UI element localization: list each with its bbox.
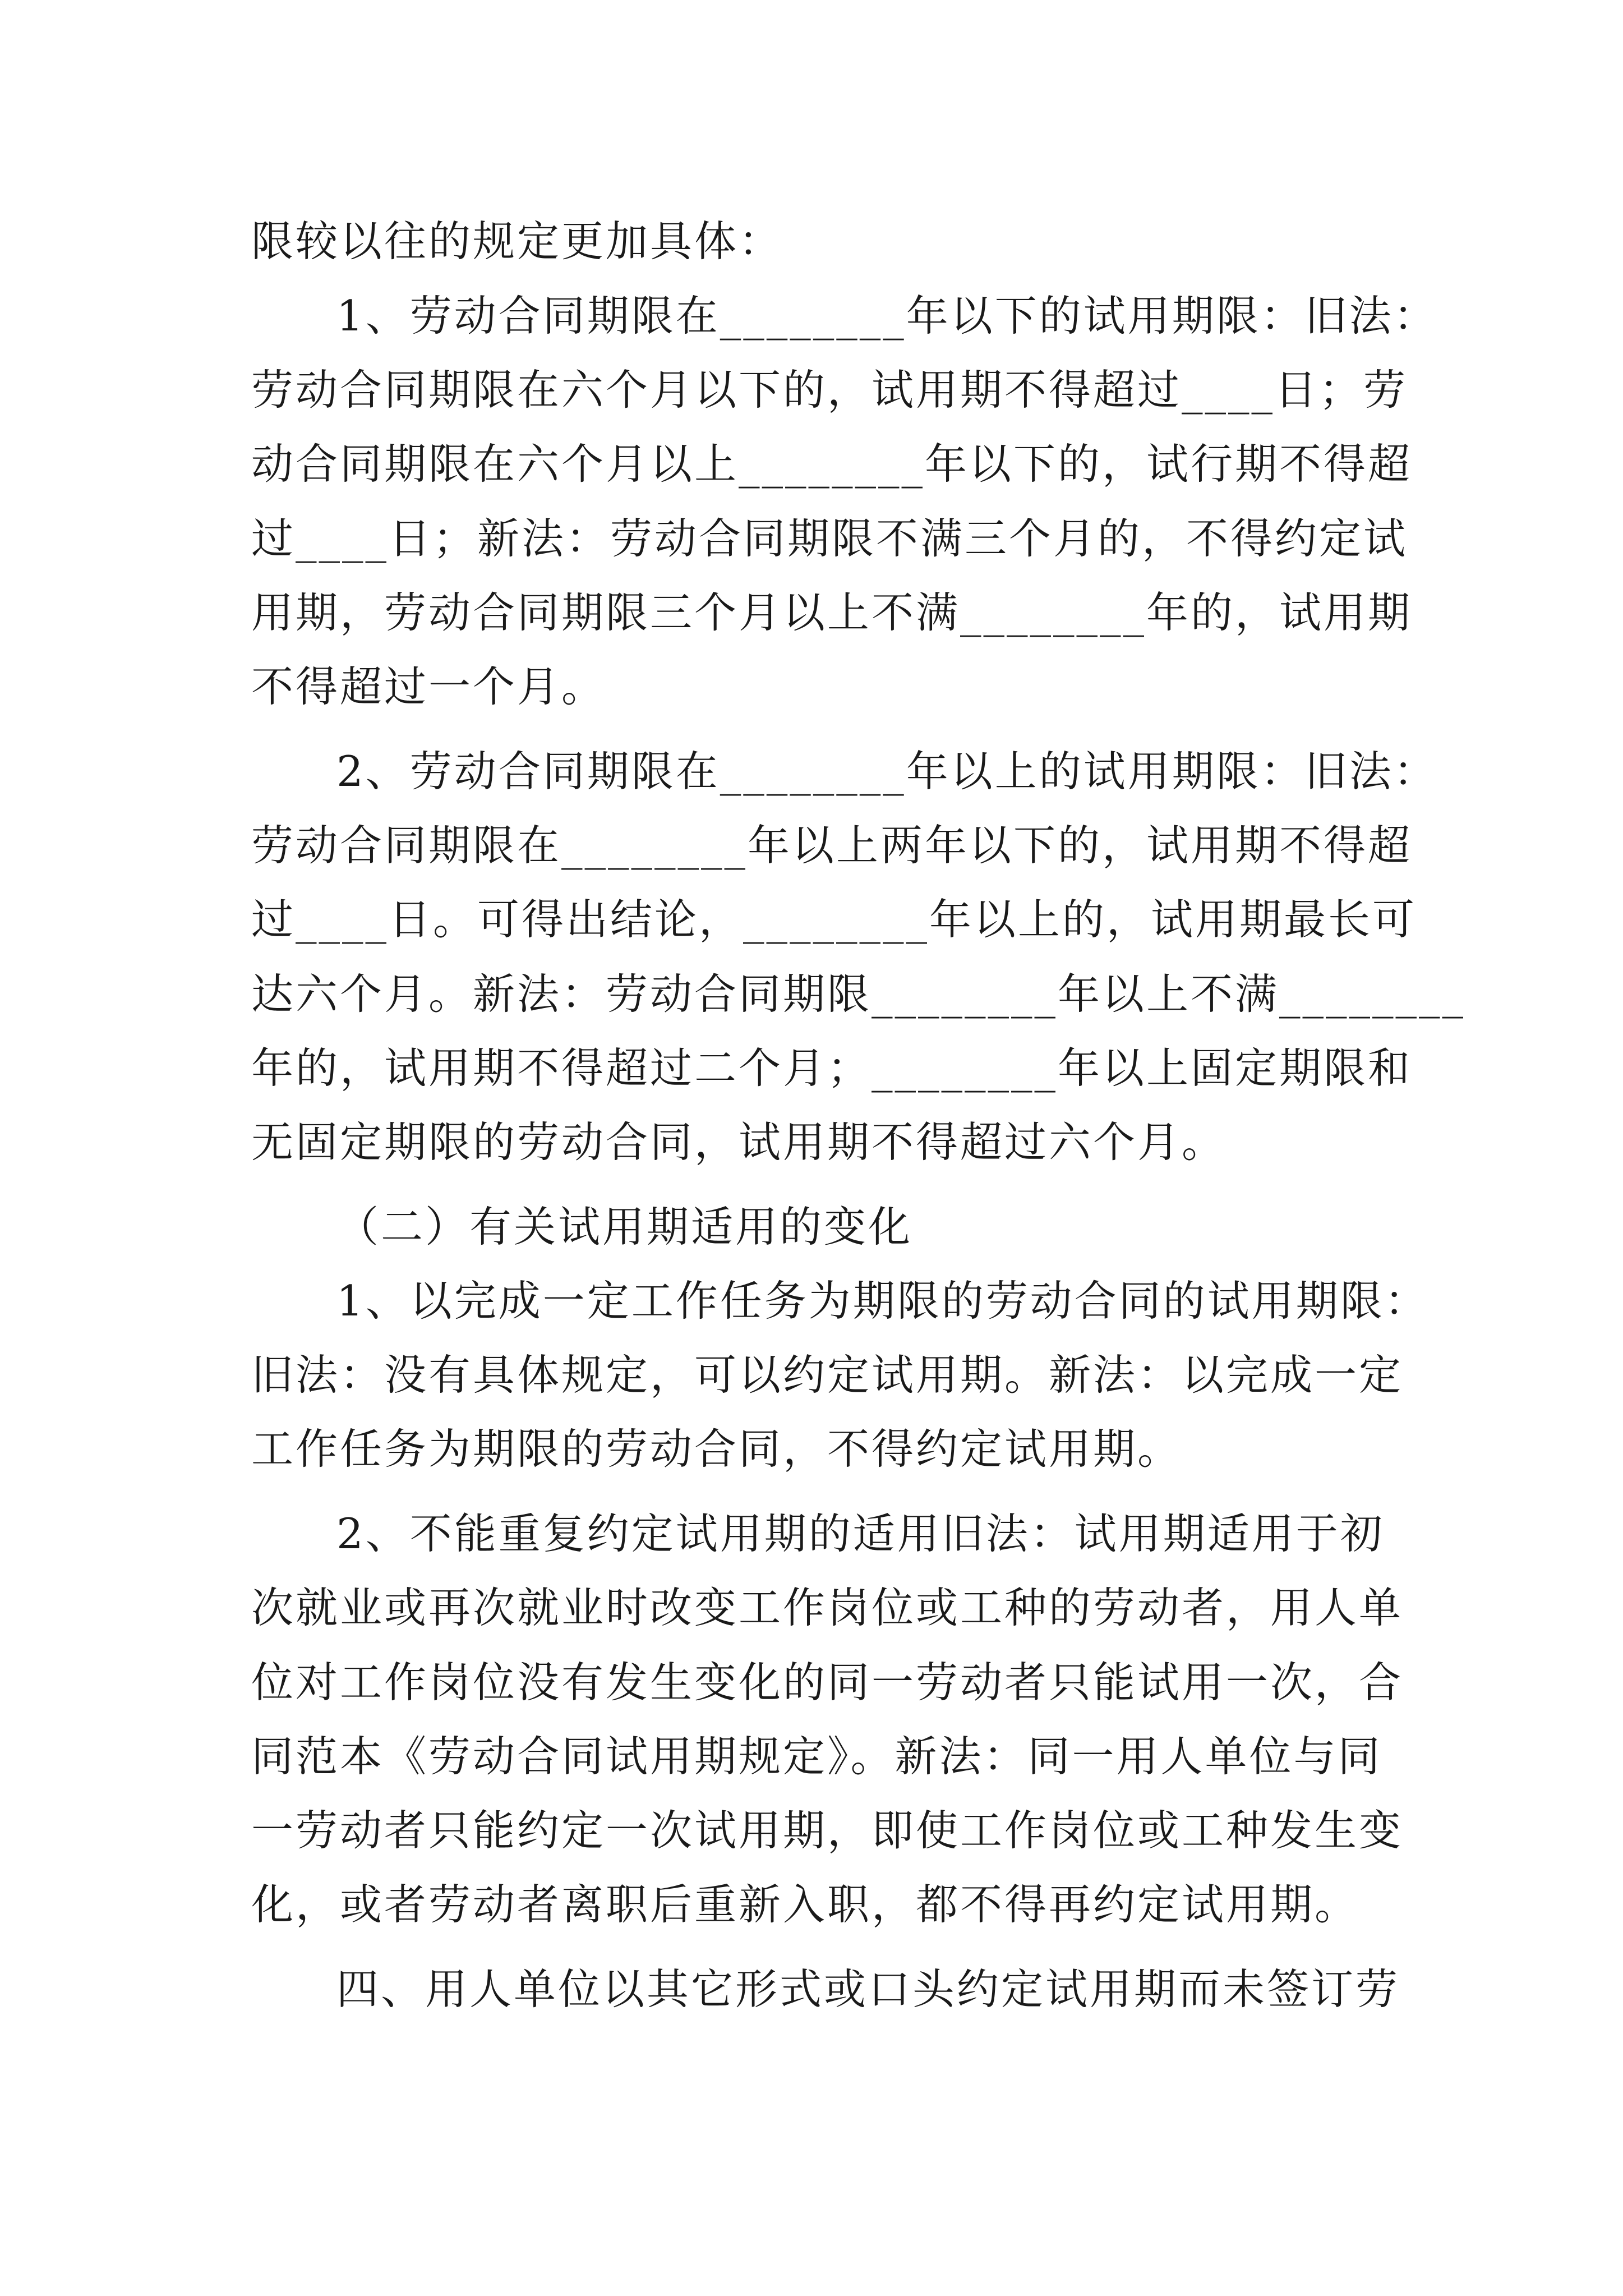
text-line-content: 用期，劳动合同期限三个月以上不满________年的，试用期 [251, 588, 1413, 637]
text-line-content: 过____日。可得出结论，________年以上的，试用期最长可 [251, 895, 1417, 944]
text-line [251, 1728, 1382, 1784]
text-line-content: 年的，试用期不得超过二个月；________年以上固定期限和 [251, 1043, 1413, 1093]
text-line-content: 1、以完成一定工作任务为期限的劳动合同的试用期限： [336, 1276, 1429, 1326]
text-line-content: 旧法：没有具体规定，可以约定试用期。新法：以完成一定 [251, 1350, 1404, 1400]
text-line-content: 化，或者劳动者离职后重新入职，都不得再约定试用期。 [251, 1880, 1359, 1929]
text-line [251, 362, 1408, 418]
text-line [251, 1580, 1403, 1636]
text-line [251, 1802, 1403, 1858]
text-line [251, 1114, 1226, 1170]
text-line-content: 同范本《劳动合同试用期规定》。新法：同一用人单位与同 [251, 1732, 1382, 1781]
text-line [336, 1961, 1400, 2017]
text-line-content: 劳动合同期限在六个月以下的，试用期不得超过____日；劳 [251, 365, 1408, 415]
text-line-content: 限较以往的规定更加具体： [251, 217, 783, 266]
text-line-content: 工作任务为期限的劳动合同，不得约定试用期。 [251, 1424, 1182, 1474]
text-line [251, 1040, 1412, 1096]
text-line [251, 891, 1417, 947]
text-line [336, 1273, 1429, 1329]
text-line [251, 585, 1412, 641]
text-line [251, 1876, 1359, 1932]
text-line-content: 位对工作岗位没有发生变化的同一劳动者只能试用一次，合 [251, 1658, 1404, 1707]
text-line-content: 劳动合同期限在________年以上两年以下的，试用期不得超 [251, 821, 1413, 870]
text-line [336, 1506, 1385, 1562]
text-line-content: 不得超过一个月。 [251, 662, 606, 711]
section-heading [336, 1199, 912, 1255]
section-heading-text: （二）有关试用期适用的变化 [336, 1202, 913, 1251]
text-line [251, 1421, 1182, 1477]
text-line-content: 动合同期限在六个月以上________年以下的，试行期不得超 [251, 439, 1413, 489]
text-line-content: 无固定期限的劳动合同，试用期不得超过六个月。 [251, 1117, 1227, 1167]
text-line [336, 743, 1438, 799]
text-line-content: 1、劳动合同期限在________年以下的试用期限：旧法： [336, 291, 1438, 341]
text-line [251, 817, 1412, 873]
text-line [251, 1654, 1403, 1710]
text-line-content: 2、劳动合同期限在________年以上的试用期限：旧法： [336, 747, 1438, 796]
text-line [251, 966, 1465, 1022]
text-line-content: 达六个月。新法：劳动合同期限________年以上不满________ [251, 969, 1466, 1019]
text-line [251, 1347, 1403, 1403]
text-line-content: 次就业或再次就业时改变工作岗位或工种的劳动者，用人单 [251, 1583, 1404, 1632]
text-line [336, 288, 1438, 344]
text-line [251, 436, 1412, 492]
text-line [251, 510, 1408, 567]
text-line-content: 一劳动者只能约定一次试用期，即使工作岗位或工种发生变 [251, 1806, 1404, 1855]
text-line-content: 过____日；新法：劳动合同期限不满三个月的，不得约定试 [251, 514, 1408, 563]
text-line [251, 659, 606, 715]
text-line [251, 213, 783, 269]
text-line-content: 四、用人单位以其它形式或口头约定试用期而未签订劳 [336, 1964, 1400, 2014]
text-line-content: 2、不能重复约定试用期的适用旧法：试用期适用于初 [336, 1509, 1385, 1558]
